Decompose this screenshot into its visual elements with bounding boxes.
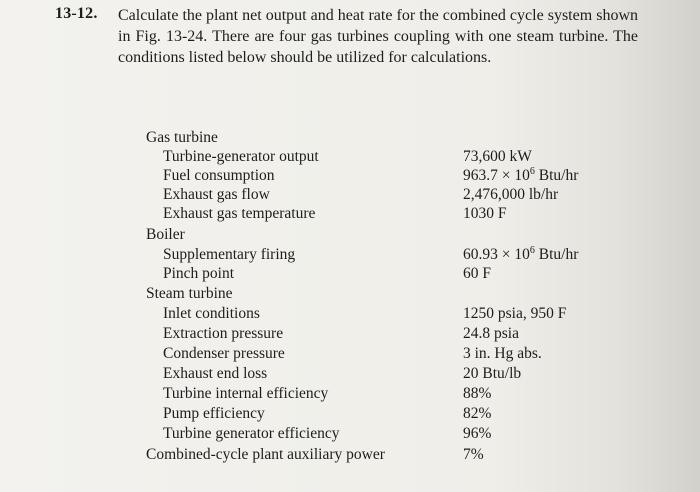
param-label: Fuel consumption (163, 167, 275, 184)
param-label: Combined-cycle plant auxiliary power (146, 446, 385, 463)
param-value: 60 F (463, 265, 491, 282)
param-label: Turbine generator efficiency (163, 425, 340, 442)
param-value: 7% (463, 446, 484, 463)
param-label: Extraction pressure (163, 325, 284, 342)
param-value: 96% (463, 425, 492, 442)
param-label: Condenser pressure (163, 345, 285, 362)
section-heading-gas-turbine: Gas turbine (146, 129, 218, 146)
param-label: Exhaust gas flow (163, 186, 270, 203)
param-label: Exhaust end loss (163, 365, 268, 382)
param-label: Pinch point (163, 265, 235, 282)
param-value: $963.7 \times 10^6$ Btu/hr (463, 166, 579, 184)
param-value: 73,600 kW (463, 148, 532, 165)
param-value: 2,476,000 lb/hr (463, 186, 559, 203)
param-label: Inlet conditions (163, 305, 260, 322)
section-heading-steam-turbine: Steam turbine (146, 285, 233, 302)
param-value: 1030 F (463, 205, 507, 222)
param-value: 82% (463, 405, 492, 422)
param-value: 20 Btu/lb (463, 365, 522, 382)
param-label: Turbine-generator output (163, 148, 319, 165)
param-label: Turbine internal efficiency (163, 385, 329, 402)
param-value: 1250 psia, 950 F (463, 305, 567, 322)
section-heading-boiler: Boiler (146, 226, 185, 243)
param-value: 24.8 psia (463, 325, 519, 342)
problem-statement: Calculate the plant net output and heat rate for the combined cycle system shown in Fig. 13-24. There are four gas turbines coupling with one steam turbine. The conditions listed below should be utilized for calculations. (118, 7, 638, 66)
param-value: $60.93 \times 10^6$ Btu/hr (463, 245, 579, 263)
param-label: Exhaust gas temperature (163, 205, 316, 222)
problem-number: 13-12. (55, 5, 98, 22)
param-value: 88% (463, 385, 492, 402)
param-label: Supplementary firing (163, 246, 296, 263)
param-value: 3 in. Hg abs. (463, 345, 542, 362)
param-label: Pump efficiency (163, 405, 265, 422)
